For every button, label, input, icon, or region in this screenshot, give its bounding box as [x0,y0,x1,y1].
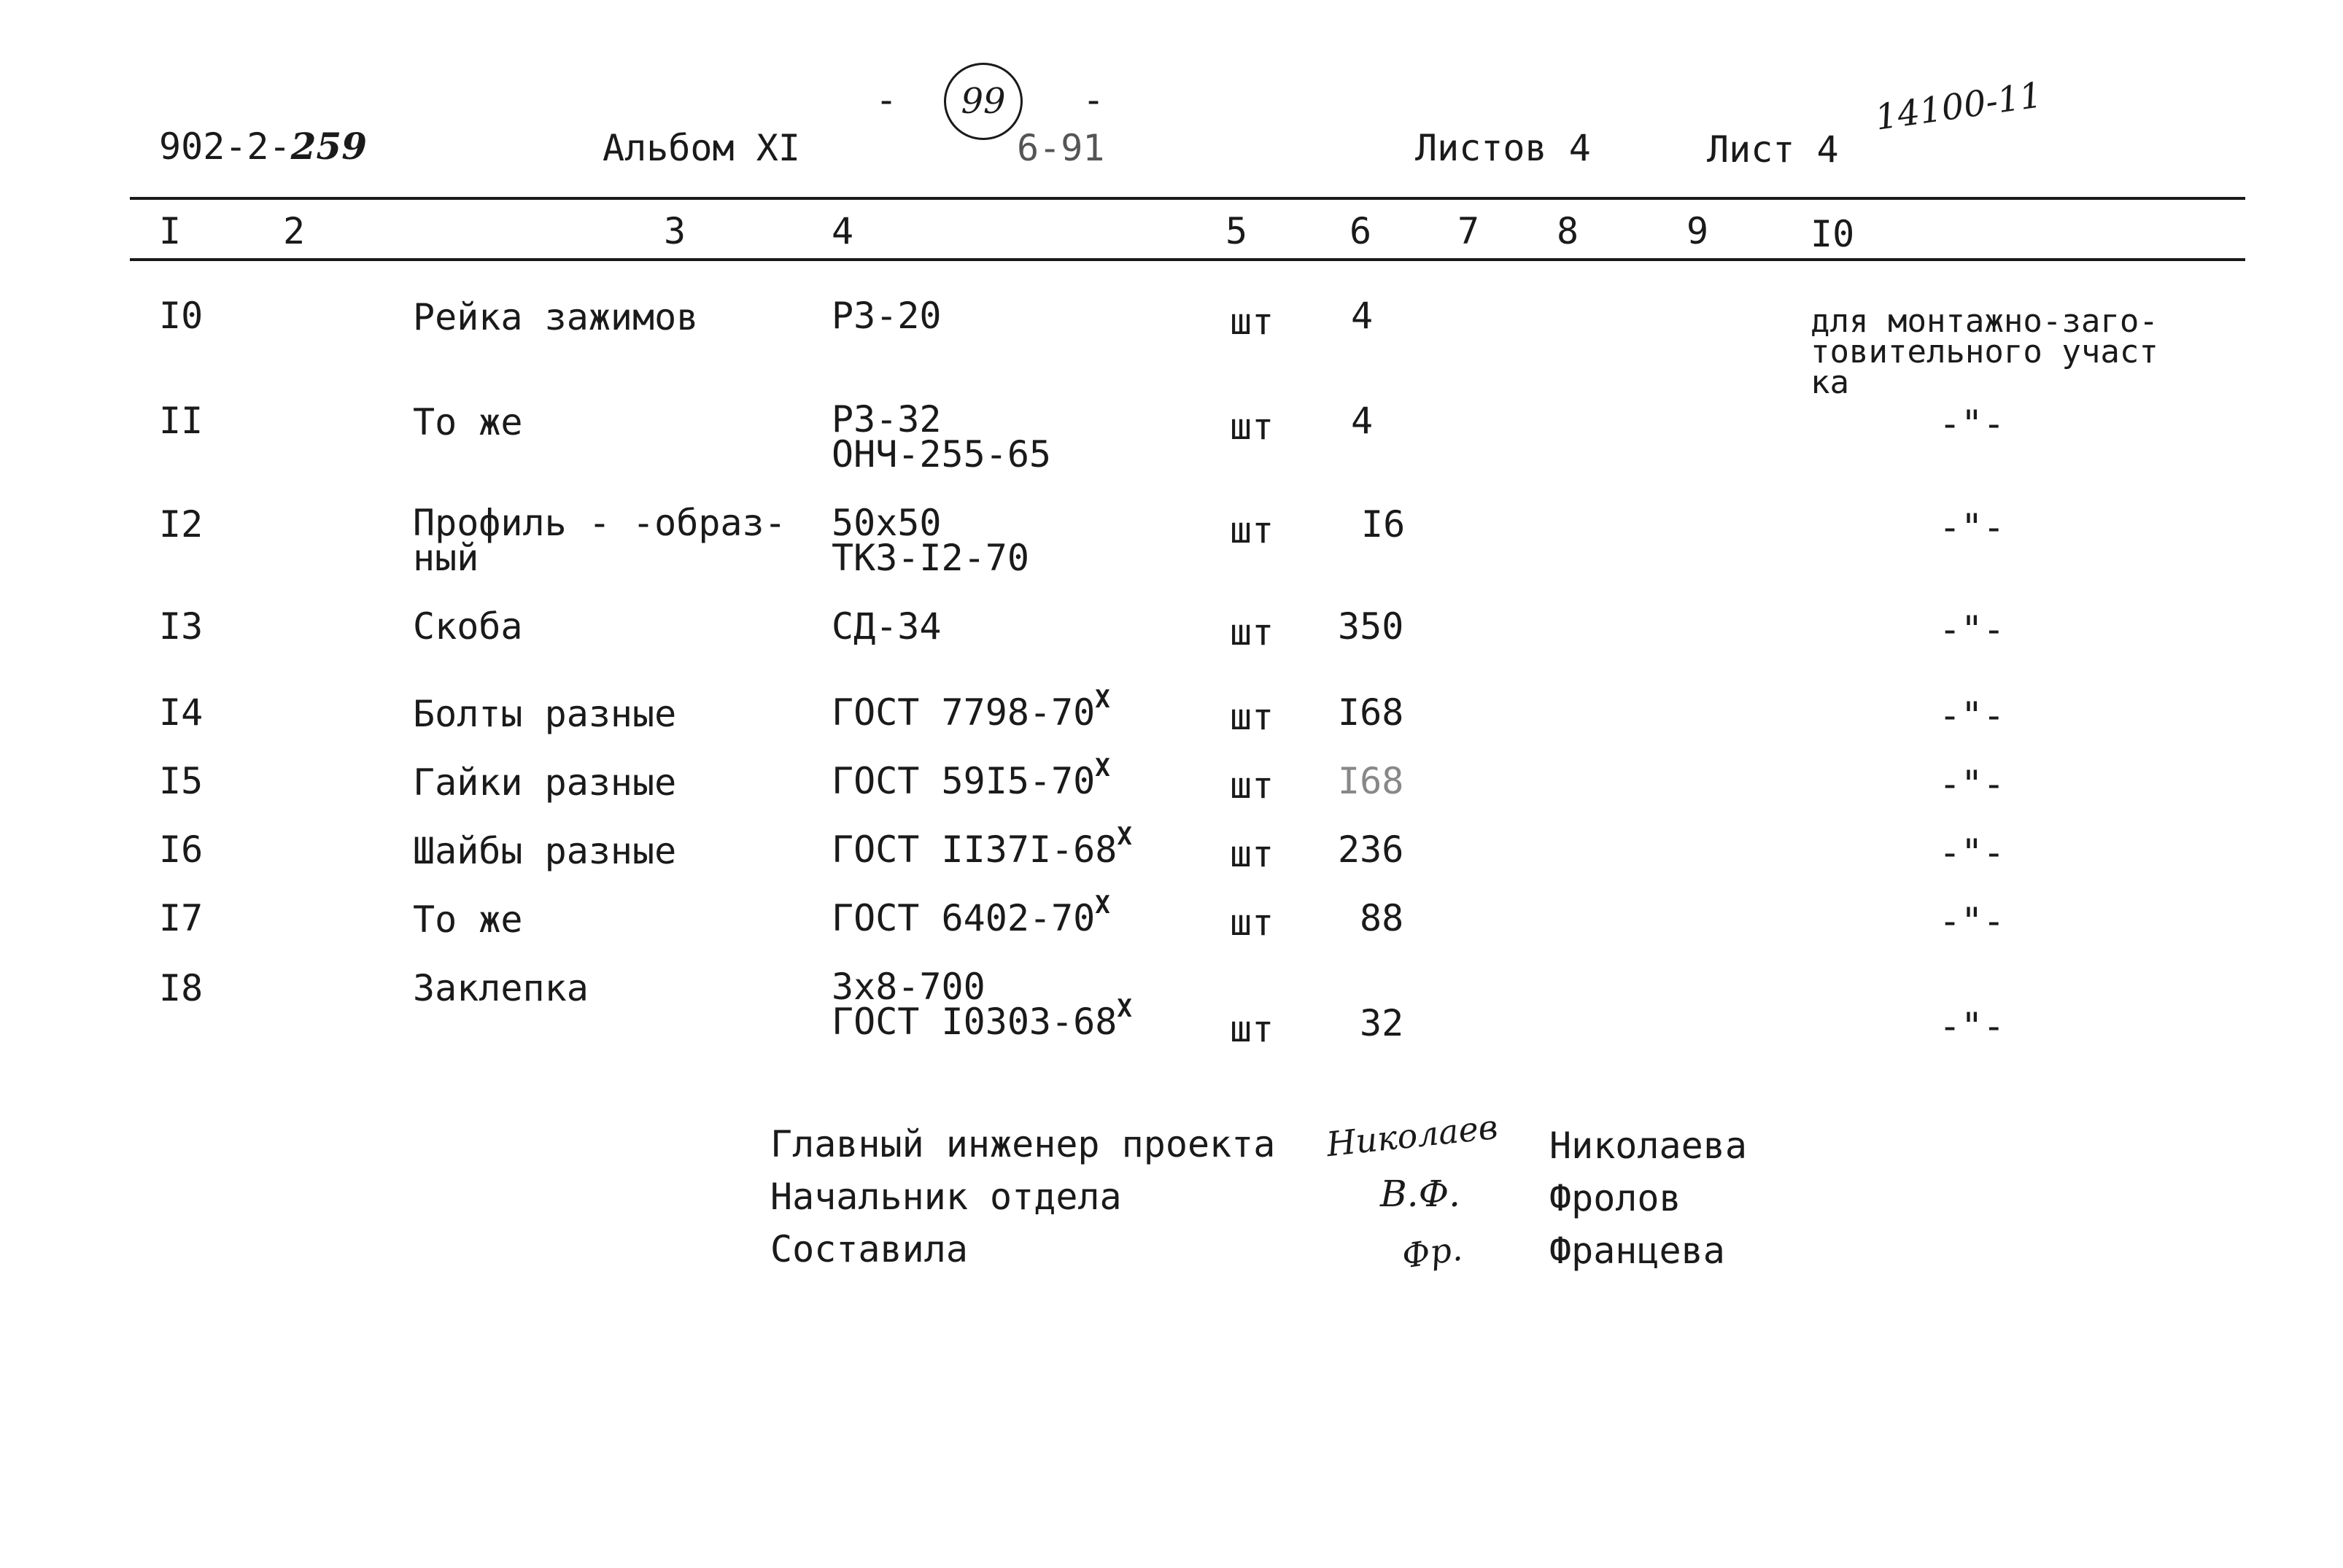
item-unit: шт [1230,611,1274,653]
item-note: для монтажно-заго- товительного участ ка [1810,303,2158,401]
signature-mark: Фр. [1399,1228,1465,1276]
item-note: -"- [1939,608,2005,651]
item-mark-superscript: X [1117,993,1132,1023]
item-mark-superscript: X [1117,822,1132,851]
column-header: 2 [283,210,306,252]
signer-name: Францева [1549,1230,1725,1272]
item-unit: шт [1230,509,1274,551]
column-header: 6 [1349,210,1372,252]
item-note: -"- [1939,763,2005,805]
item-name: Скоба [413,605,523,648]
item-note: -"- [1939,506,2005,548]
item-mark-text: ГОСТ 59I5-70 [832,760,1096,802]
row-number: I8 [159,967,204,1009]
item-mark-text: ГОСТ 6402-70 [832,897,1096,939]
doc-number [159,125,367,168]
column-header: 8 [1557,210,1579,252]
item-mark: РЗ-32 ОНЧ-255-65 [832,398,1052,476]
page-circle-stamp: 99 [944,63,1023,140]
item-qty: I68 [1338,760,1404,802]
item-name: Рейка зажимов [413,296,699,338]
table-header-rule [130,258,2245,261]
item-mark-superscript: X [1095,753,1110,783]
table-top-rule [130,197,2245,200]
item-mark: СД-34 [832,605,942,648]
sheet-number: Лист 4 [1707,128,1839,171]
item-qty: I68 [1338,691,1404,734]
item-unit: шт [1230,901,1274,944]
column-header: 9 [1686,210,1709,252]
item-name: Гайки разные [413,761,677,804]
item-name: То же [413,899,523,941]
signer-name: Фролов [1549,1177,1681,1219]
item-note: -"- [1939,403,2005,445]
page-mark-dash-left: - [875,79,898,121]
row-number: I3 [159,605,204,648]
item-mark-superscript: X [1095,685,1110,714]
archive-code: 14100-11 [1873,74,2045,139]
item-name: Шайбы разные [413,830,677,872]
signer-role: Составила [770,1228,968,1270]
album-label: Альбом XI [603,127,800,169]
row-number: I2 [159,503,204,546]
item-qty: 236 [1338,828,1404,871]
item-mark: РЗ-20 [832,295,942,337]
column-header: 7 [1457,210,1480,252]
item-qty: 32 [1360,1002,1404,1044]
item-mark [832,685,1110,734]
item-qty: I6 [1361,503,1406,546]
item-unit: шт [1230,1008,1274,1050]
item-mark [832,890,1110,939]
signer-role: Начальник отдела [770,1176,1122,1218]
item-name: Профиль - -образ- ный [413,502,786,579]
item-unit: шт [1230,696,1274,738]
item-name: Болты разные [413,693,677,735]
item-mark [832,966,1132,1043]
item-qty: 4 [1351,400,1374,442]
column-header: I [159,210,182,252]
item-unit: шт [1230,405,1274,448]
item-mark-superscript: X [1095,890,1110,920]
item-mark [832,822,1132,871]
item-mark-text: 3х8-700 ГОСТ I0303-68 [832,966,1118,1043]
column-header: 5 [1225,210,1248,252]
row-number: I0 [159,295,204,337]
item-note: -"- [1939,831,2005,874]
item-qty: 350 [1338,605,1404,648]
item-unit: шт [1230,833,1274,875]
row-number: II [159,400,204,442]
ref-code: 6-91 [1017,127,1105,169]
item-note: -"- [1939,694,2005,737]
item-qty: 4 [1351,295,1374,337]
column-header: I0 [1810,213,1855,255]
row-number: I6 [159,828,204,871]
signer-name: Николаева [1549,1125,1747,1167]
item-note: -"- [1939,900,2005,942]
row-number: I5 [159,760,204,802]
item-unit: шт [1230,300,1274,343]
doc-number-suffix: 259 [290,125,367,168]
page-mark-dash-right: - [1083,79,1105,121]
doc-number-prefix: 902-2- [159,125,291,168]
row-number: I4 [159,691,204,734]
sheets-total: Листов 4 [1415,127,1591,169]
signer-role: Главный инженер проекта [770,1123,1276,1165]
item-mark-text: ГОСТ 7798-70 [832,691,1096,734]
item-name: Заклепка [413,967,589,1009]
item-mark [832,753,1110,802]
column-header: 4 [832,210,854,252]
item-unit: шт [1230,764,1274,807]
column-header: 3 [664,210,686,252]
signature-mark: В.Ф. [1380,1173,1461,1215]
row-number: I7 [159,897,204,939]
item-mark-text: ГОСТ II37I-68 [832,828,1118,871]
item-qty: 88 [1360,897,1404,939]
signature-mark: Николаев [1324,1106,1500,1165]
item-note: -"- [1939,1005,2005,1047]
item-name: То же [413,401,523,443]
item-mark: 50х50 ТКЗ-I2-70 [832,502,1029,579]
